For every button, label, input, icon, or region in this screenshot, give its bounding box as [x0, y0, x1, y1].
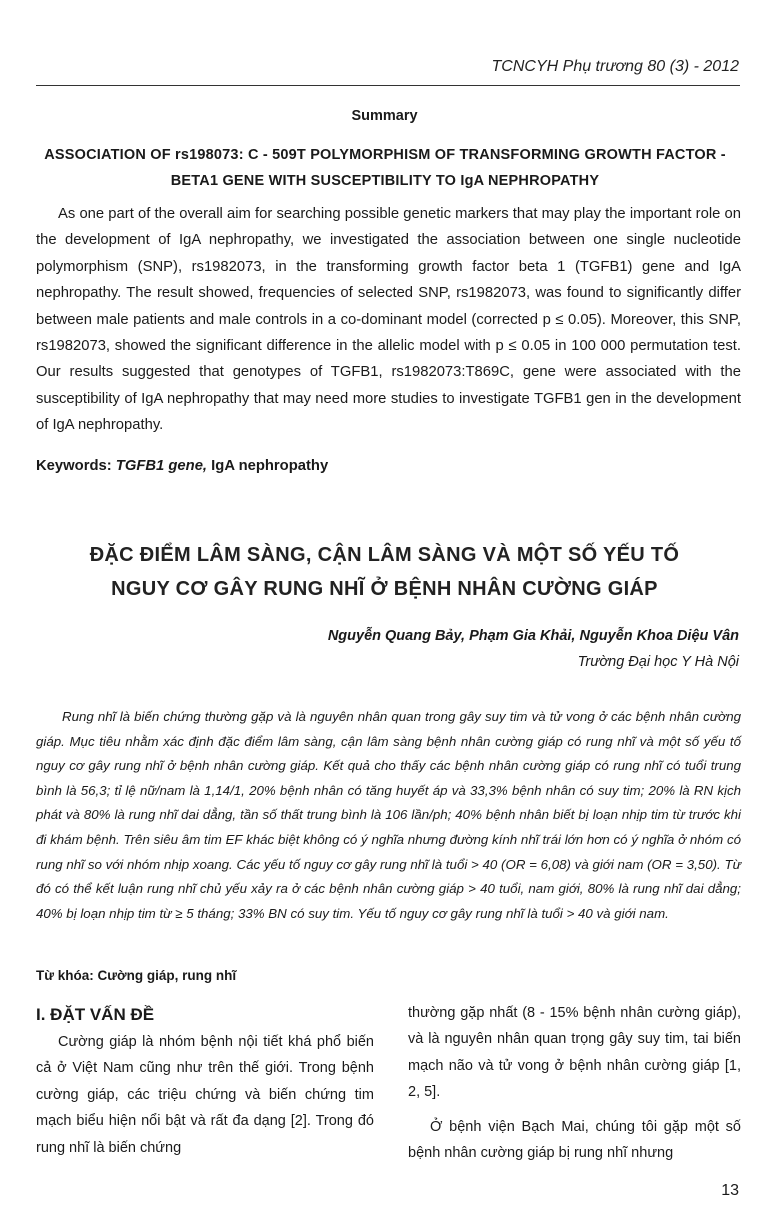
article-title-line-2: NGUY CƠ GÂY RUNG NHĨ Ở BỆNH NHÂN CƯỜNG GIÁP	[111, 578, 658, 600]
body-column-right	[408, 1000, 741, 1166]
article-authors: Nguyễn Quang Bảy, Phạm Gia Khải, Nguyễn Khoa Diệu Vân	[327, 628, 739, 644]
header-rule	[36, 85, 740, 86]
section-heading: I. ĐẶT VẤN ĐỀ	[36, 1005, 155, 1024]
body-column-left	[36, 1003, 374, 1161]
keywords-italic: TGFB1 gene,	[115, 458, 208, 474]
page-number: 13	[721, 1182, 739, 1199]
keywords-label: Keywords:	[36, 458, 112, 474]
article-title	[20, 538, 749, 606]
summary-keywords	[36, 458, 741, 474]
article-affiliation: Trường Đại học Y Hà Nội	[577, 654, 739, 670]
body-paragraph-next: Ở bệnh viện Bạch Mai, chúng tôi gặp một số bệnh nhân cường giáp bị rung nhĩ nhưng	[408, 1118, 741, 1162]
article-keywords: Từ khóa: Cường giáp, rung nhĩ	[36, 968, 237, 983]
article-title-line-1: ĐẶC ĐIỂM LÂM SÀNG, CẬN LÂM SÀNG VÀ MỘT SỐ YẾU TỐ	[89, 544, 680, 566]
summary-heading: Summary	[351, 108, 418, 124]
keywords-rest: IgA nephropathy	[211, 458, 329, 474]
summary-abstract: As one part of the overall aim for searching possible genetic markers that may play the important role on the development of IgA nephropathy, we investigated the association between one single nucleotide polymorphism (SNP), rs1982073, in the transforming growth factor beta 1 (TGFB1) gene and IgA nephropathy. The result showed, frequencies of selected SNP, rs1982073, was found to significantly differ between male patients and male controls in a co-dominant model (corrected p ≤ 0.05). Moreover, this SNP, rs1982073, showed the significant difference in the allelic model with p ≤ 0.05 in 100 000 permutation test. Our results suggested that genotypes of TGFB1, rs1982073:T869C, gene were associated with the susceptibility of IgA nephropathy that may need more studies to investigate TGFB1 gen in the development of IgA nephropathy.	[36, 206, 741, 434]
article-abstract: Rung nhĩ là biến chứng thường gặp và là nguyên nhân quan trong gây suy tim và tử vong ở các bệnh nhân cường giáp. Mục tiêu nhằm xác định đặc điểm lâm sàng, cận lâm sàng bệnh nhân cường giáp có rung nhĩ và một số yếu tố nguy cơ gây rung nhĩ ở bệnh nhân cường giáp. Kết quả cho thấy các bệnh nhân cường giáp có rung nhĩ có tuổi trung bình là 56,3; tỉ lệ nữ/nam là 1,14/1, 20% bệnh nhân có tăng huyết áp và 33,3% bệnh nhân có suy tim; 20% là RN kịch phát và 80% là rung nhĩ dai dẳng, tần số thất trung bình là 106 lần/ph; 40% bệnh nhân biết bị loạn nhịp tim từ trước khi đi khám bệnh. Trên siêu âm tim EF khác biệt không có ý nghĩa nhưng đường kính nhĩ trái lớn hơn có ý nghĩa ở nhóm có rung nhĩ so với nhóm nhịp xoang. Các yếu tố nguy cơ gây rung nhĩ là tuổi > 40 (OR = 6,08) và giới nam (OR = 3,50). Từ đó có thể kết luận rung nhĩ chủ yếu xảy ra ở các bệnh nhân cường giáp > 40 tuổi, nam giới, 80% là rung nhĩ dai dẳng; 40% bị loạn nhịp tim từ ≥ 5 tháng; 33% BN có suy tim. Yếu tố nguy cơ gây rung nhĩ là tuổi > 40 và giới nam.	[36, 709, 741, 921]
running-header: TCNCYH Phụ trương 80 (3) - 2012	[491, 58, 739, 75]
body-paragraph-left: Cường giáp là nhóm bệnh nội tiết khá phổ biến cả ở Việt Nam cũng như trên thế giới. Trong bệnh cường giáp, các triệu chứng và biến chứng tim mạch biểu hiện nổi bật và rất đa dạng [2]. Trong đó rung nhĩ là biến chứng	[36, 1034, 374, 1156]
body-paragraph-continued: thường gặp nhất (8 - 15% bệnh nhân cường giáp), và là nguyên nhân quan trọng gây suy tim, tai biến mạch não và tử vong ở bệnh nhân cường giáp [1, 2, 5].	[408, 1005, 741, 1101]
summary-title: ASSOCIATION OF rs198073: C - 509T POLYMORPHISM OF TRANSFORMING GROWTH FACTOR - BETA1 GENE WITH SUSCEPTIBILITY TO IgA NEPHROPATHY	[44, 147, 726, 189]
